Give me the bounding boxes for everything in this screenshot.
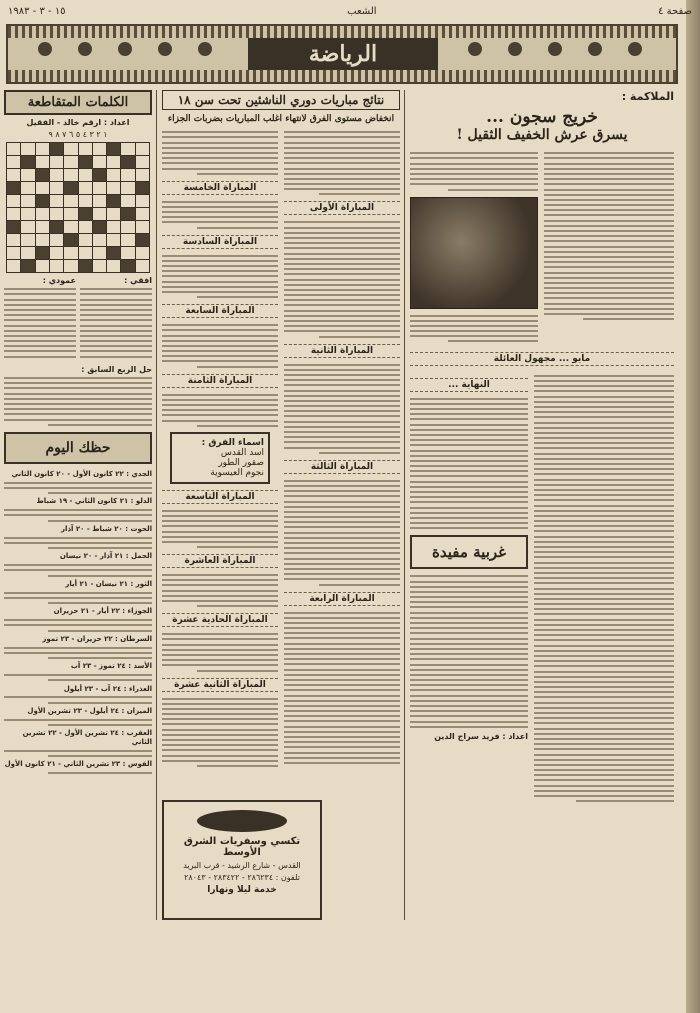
sport-pictogram-icon (588, 42, 602, 56)
horoscope-sign: القوس : ٢٣ تشرين الثاني - ٢١ كانون الأول (4, 760, 152, 769)
results-column-right (284, 128, 400, 770)
results-subheadline: انخفاض مستوى الفرق لانتهاء اغلب المباريات بضربات الجزاء (167, 114, 395, 124)
wings-logo-icon (197, 810, 287, 832)
team-name: نجوم العيسوية (210, 467, 264, 478)
article-author: اعداد : فريد سراج الدين (434, 731, 528, 741)
boxing-article (406, 90, 678, 805)
article-subheadline: يسرق عرش الخفيف الثقيل ! (456, 127, 628, 143)
sport-pictogram-icon (158, 42, 172, 56)
ad-phone: تلفون : ٢٨٦٢٣٤ - ٢٨٣٤٢٢ - ٢٨٠٤٣ (184, 873, 300, 882)
column-rule (156, 90, 157, 920)
team-name: اسد القدس (220, 447, 264, 458)
horoscope-sign: الثور : ٢١ نيسان - ٢١ أيار (65, 579, 152, 588)
horoscope-sign: الحمل : ٢١ آذار - ٢٠ نيسان (59, 552, 152, 561)
puzzles-column (0, 90, 156, 920)
page-number: صفحة ٤ (658, 6, 692, 17)
article-subheading: النهاية ... (410, 378, 528, 392)
grid-column-numbers: ١ ٢ ٣ ٤ ٥ ٦ ٧ ٨ ٩ (48, 130, 108, 139)
ad-company-name: تكسي وسفريات الشرق الأوسط (183, 836, 301, 858)
sport-pictogram-icon (508, 42, 522, 56)
newspaper-name: الشعب (347, 6, 377, 17)
banner-border-bottom (8, 70, 676, 82)
horoscope-sign: الجدي : ٢٢ كانون الأول - ٢٠ كانون الثاني (11, 469, 152, 478)
horoscope-sign: الحوت : ٢٠ شباط - ٢٠ آذار (61, 524, 152, 533)
match-heading: المباراة الثامنة (162, 374, 278, 388)
page-edge (686, 0, 700, 1013)
match-heading: المباراة السادسة (162, 235, 278, 249)
horoscope-sign: السرطان : ٢٢ حزيران - ٢٣ تموز (42, 634, 152, 643)
section-title: الرياضة (248, 38, 438, 70)
clues-across-label: افقي : (124, 276, 152, 285)
taxi-advertisement (162, 800, 322, 920)
article-text (534, 372, 674, 806)
teams-box-title: اسماء الفرق : (201, 437, 264, 448)
match-heading: المباراة التاسعة (162, 490, 278, 504)
horoscope-title: حظك اليوم (4, 432, 152, 464)
solution-label: حل الربع السابق : (81, 364, 152, 374)
match-heading: المباراة الرابعة (284, 592, 400, 606)
horoscope-sign: العقرب : ٢٤ تشرين الأول - ٢٢ تشرين الثاني (22, 729, 152, 746)
article-headline: خريج سجون ... (486, 107, 598, 127)
horoscope-sign: الميزان : ٢٤ أيلول - ٢٣ تشرين الأول (27, 706, 152, 715)
match-heading: المباراة الثانية (284, 344, 400, 358)
sport-pictogram-icon (78, 42, 92, 56)
match-heading: المباراة السابعة (162, 304, 278, 318)
ad-service: خدمة ليلا ونهارا (207, 885, 277, 895)
column-rule (404, 90, 405, 920)
sport-pictogram-icon (468, 42, 482, 56)
sport-pictogram-icon (118, 42, 132, 56)
crossword-credit: اعداد : ارقم خالد - الفقيل (26, 118, 130, 127)
page-header (8, 6, 692, 22)
article-section: الملاكمة : (621, 90, 674, 103)
horoscope-sign: الجوزاء : ٢٢ أيار - ٢١ حزيران (53, 607, 152, 616)
match-heading: المباراة الحادية عشرة (162, 613, 278, 627)
article-subheading: مايو ... مجهول العائلة (410, 352, 674, 366)
horoscope-sign: الأسد : ٢٤ تموز - ٢٣ آب (70, 662, 152, 671)
article-text (410, 149, 538, 346)
crossword-grid (6, 142, 150, 273)
article-inner-column (410, 372, 528, 806)
results-headline: نتائج مباريات دوري الناشئين تحت سن ١٨ (162, 90, 400, 110)
sport-pictogram-icon (548, 42, 562, 56)
crossword-title: الكلمات المتقاطعة (4, 90, 152, 115)
clues-down (4, 276, 76, 361)
horoscope-list (4, 470, 152, 774)
results-column-left (162, 128, 278, 770)
match-heading: المباراة الخامسة (162, 181, 278, 195)
sport-pictogram-icon (38, 42, 52, 56)
horoscope-sign: العذراء : ٢٤ آب - ٢٣ أيلول (63, 684, 152, 693)
horoscope-sign: الدلو : ٢١ كانون الثاني - ١٩ شباط (36, 497, 152, 506)
teams-box (170, 432, 270, 484)
sport-pictogram-icon (198, 42, 212, 56)
boxing-photo (410, 197, 538, 309)
match-heading: المباراة العاشرة (162, 554, 278, 568)
team-name: صقور الطور (218, 457, 264, 468)
banner-border-top (8, 26, 676, 38)
ad-address: القدس - شارع الرشيد - قرب البريد (183, 861, 301, 870)
sport-pictogram-icon (628, 42, 642, 56)
sports-banner (6, 24, 678, 84)
match-heading: المباراة الثالثة (284, 460, 400, 474)
clues-across (80, 276, 152, 361)
match-heading: المباراة الأولى (284, 201, 400, 215)
issue-date: ١٥ - ٣ - ١٩٨٣ (8, 6, 66, 17)
clues-down-label: عمودي : (42, 276, 76, 285)
league-results-article (158, 90, 404, 796)
match-heading: المباراة الثانية عشرة (162, 678, 278, 692)
sidebar-box-title: غربية مفيدة (410, 535, 528, 569)
article-text (544, 149, 674, 346)
